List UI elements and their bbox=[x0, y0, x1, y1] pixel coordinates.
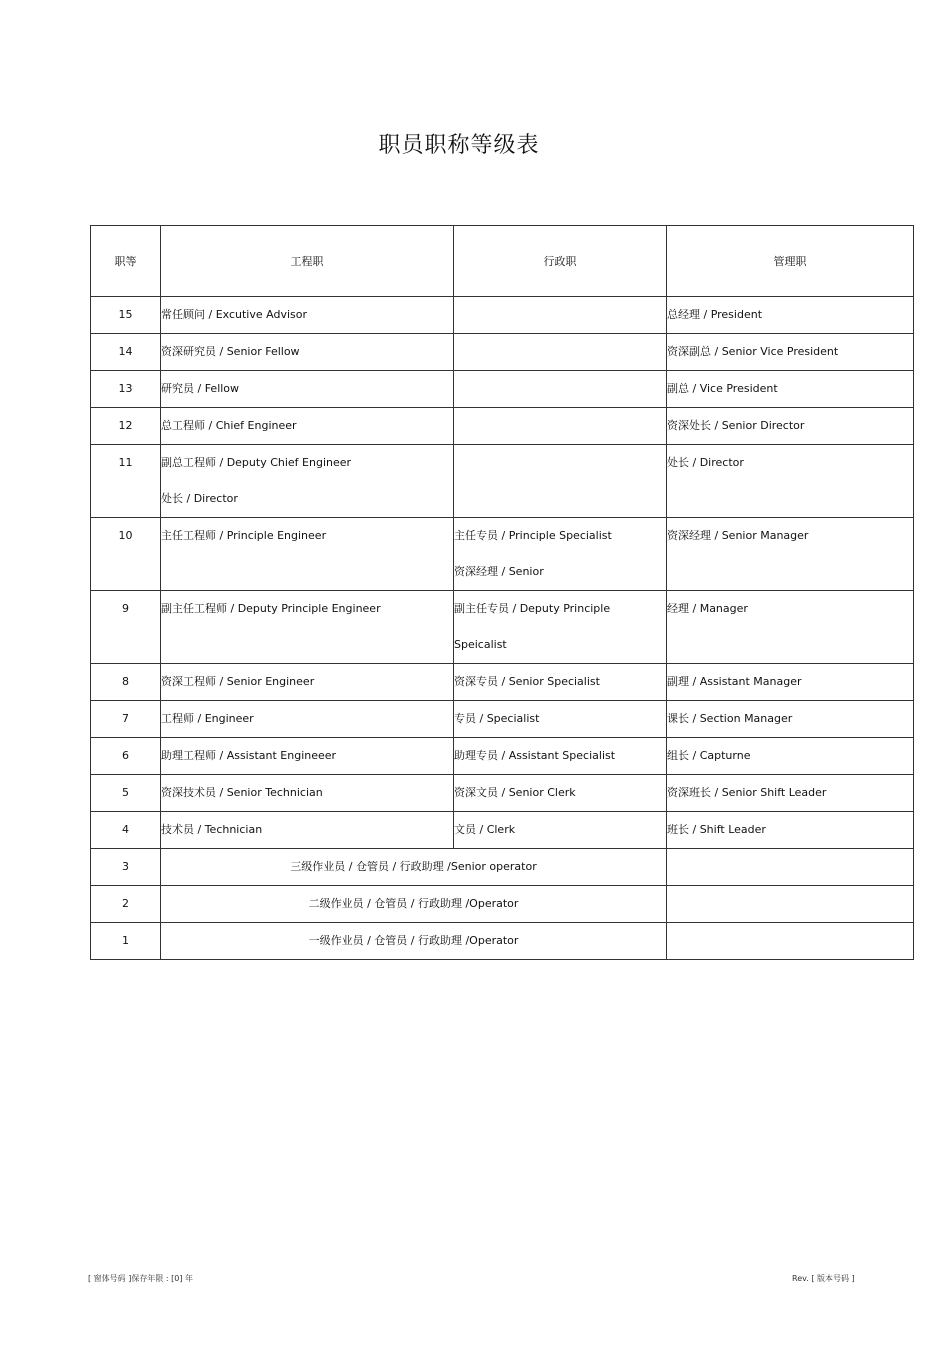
engineering-title-cell bbox=[161, 408, 454, 445]
administrative-title-cell bbox=[454, 297, 667, 334]
footer-revision: Rev. [ 版本号码 ] bbox=[792, 1274, 855, 1283]
table-row bbox=[91, 886, 914, 923]
management-title-cell bbox=[667, 408, 914, 445]
grade-number-text: 1 bbox=[122, 934, 129, 947]
footer-form-number: [ 窗体号码 ]保存年限 : [0] 年 bbox=[88, 1274, 193, 1283]
management-title-cell bbox=[667, 701, 914, 738]
management-title-line: 组长 / Capturne bbox=[667, 749, 751, 762]
administrative-title-cell bbox=[454, 518, 667, 591]
table-row bbox=[91, 923, 914, 960]
management-title-line: 课长 / Section Manager bbox=[667, 712, 793, 725]
operator-title-cell bbox=[161, 886, 667, 923]
grade-number-text: 4 bbox=[122, 823, 129, 836]
administrative-title-cell bbox=[454, 371, 667, 408]
header-administrative: 行政职 bbox=[454, 226, 667, 297]
grade-number bbox=[91, 518, 161, 591]
grade-table bbox=[90, 225, 914, 960]
grade-number bbox=[91, 664, 161, 701]
engineering-title-line: 研究员 / Fellow bbox=[161, 382, 240, 395]
engineering-title-cell bbox=[161, 334, 454, 371]
management-title-line: 资深副总 / Senior Vice President bbox=[667, 345, 839, 358]
administrative-title-cell bbox=[454, 408, 667, 445]
engineering-title-cell bbox=[161, 701, 454, 738]
administrative-title-cell bbox=[454, 334, 667, 371]
administrative-title-cell bbox=[454, 738, 667, 775]
grade-number-text: 9 bbox=[122, 602, 129, 615]
header-engineering: 工程职 bbox=[161, 226, 454, 297]
engineering-title-line: 助理工程师 / Assistant Engineeer bbox=[161, 749, 337, 762]
management-title-line: 经理 / Manager bbox=[667, 602, 748, 615]
table-row bbox=[91, 775, 914, 812]
administrative-title-cell bbox=[454, 664, 667, 701]
table-row bbox=[91, 664, 914, 701]
engineering-title-line: 资深工程师 / Senior Engineer bbox=[161, 675, 315, 688]
administrative-title-cell bbox=[454, 812, 667, 849]
grade-number-text: 13 bbox=[118, 382, 133, 395]
management-title-line: 总经理 / President bbox=[667, 308, 763, 321]
management-title-cell bbox=[667, 591, 914, 664]
administrative-title-line: 资深经理 / Senior bbox=[454, 565, 544, 578]
grade-number bbox=[91, 812, 161, 849]
header-management: 管理职 bbox=[667, 226, 914, 297]
grade-number bbox=[91, 297, 161, 334]
engineering-title-line: 副总工程师 / Deputy Chief Engineer bbox=[161, 456, 352, 469]
engineering-title-line: 资深研究员 / Senior Fellow bbox=[161, 345, 300, 358]
management-title-line: 资深经理 / Senior Manager bbox=[667, 529, 809, 542]
engineering-title-cell bbox=[161, 775, 454, 812]
administrative-title-cell bbox=[454, 701, 667, 738]
grade-number bbox=[91, 591, 161, 664]
administrative-title-line: 专员 / Specialist bbox=[454, 712, 540, 725]
table-row bbox=[91, 334, 914, 371]
table-row bbox=[91, 445, 914, 518]
page-title: 职员职称等级表 bbox=[378, 133, 540, 158]
table-row bbox=[91, 812, 914, 849]
management-title-line: 资深处长 / Senior Director bbox=[667, 419, 805, 432]
administrative-title-line: 资深专员 / Senior Specialist bbox=[454, 675, 600, 688]
grade-number bbox=[91, 334, 161, 371]
management-title-line: 资深班长 / Senior Shift Leader bbox=[667, 786, 827, 799]
administrative-title-cell bbox=[454, 445, 667, 518]
engineering-title-cell bbox=[161, 591, 454, 664]
grade-number-text: 14 bbox=[118, 345, 133, 358]
engineering-title-cell bbox=[161, 297, 454, 334]
engineering-title-line: 技术员 / Technician bbox=[161, 823, 263, 836]
grade-number-text: 11 bbox=[118, 456, 133, 469]
grade-number bbox=[91, 923, 161, 960]
grade-number bbox=[91, 445, 161, 518]
grade-number bbox=[91, 849, 161, 886]
administrative-title-cell bbox=[454, 775, 667, 812]
management-title-cell bbox=[667, 371, 914, 408]
engineering-title-cell bbox=[161, 518, 454, 591]
engineering-title-cell bbox=[161, 738, 454, 775]
management-title-cell bbox=[667, 334, 914, 371]
engineering-title-cell bbox=[161, 371, 454, 408]
engineering-title-line: 常任顾问 / Excutive Advisor bbox=[161, 308, 307, 321]
management-title-cell bbox=[667, 664, 914, 701]
management-title-line: 班长 / Shift Leader bbox=[667, 823, 766, 836]
grade-number-text: 2 bbox=[122, 897, 129, 910]
management-title-cell bbox=[667, 297, 914, 334]
table-row bbox=[91, 738, 914, 775]
engineering-title-line: 主任工程师 / Principle Engineer bbox=[161, 529, 327, 542]
table-row bbox=[91, 591, 914, 664]
administrative-title-line: 助理专员 / Assistant Specialist bbox=[454, 749, 616, 762]
table-row bbox=[91, 371, 914, 408]
management-title-cell bbox=[667, 849, 914, 886]
operator-title: 三级作业员 / 仓管员 / 行政助理 /Senior operator bbox=[290, 860, 537, 873]
engineering-title-line: 副主任工程师 / Deputy Principle Engineer bbox=[161, 602, 381, 615]
table-row bbox=[91, 408, 914, 445]
engineering-title-line: 工程师 / Engineer bbox=[161, 712, 254, 725]
table-row bbox=[91, 849, 914, 886]
engineering-title-line: 总工程师 / Chief Engineer bbox=[161, 419, 297, 432]
administrative-title-line: 副主任专员 / Deputy Principle bbox=[454, 602, 611, 615]
operator-title-cell bbox=[161, 923, 667, 960]
engineering-title-line: 处长 / Director bbox=[161, 492, 238, 505]
administrative-title-cell bbox=[454, 591, 667, 664]
management-title-line: 副总 / Vice President bbox=[667, 382, 778, 395]
administrative-title-line: 资深文员 / Senior Clerk bbox=[454, 786, 576, 799]
grade-number-text: 6 bbox=[122, 749, 129, 762]
management-title-cell bbox=[667, 923, 914, 960]
management-title-cell bbox=[667, 812, 914, 849]
administrative-title-line: 主任专员 / Principle Specialist bbox=[454, 529, 612, 542]
administrative-title-line: 文员 / Clerk bbox=[454, 823, 516, 836]
engineering-title-cell bbox=[161, 812, 454, 849]
header-row bbox=[91, 226, 914, 297]
table-row bbox=[91, 297, 914, 334]
header-grade: 职等 bbox=[91, 226, 161, 297]
management-title-cell bbox=[667, 518, 914, 591]
operator-title-cell bbox=[161, 849, 667, 886]
engineering-title-cell bbox=[161, 664, 454, 701]
engineering-title-cell bbox=[161, 445, 454, 518]
grade-number-text: 3 bbox=[122, 860, 129, 873]
management-title-cell bbox=[667, 886, 914, 923]
table-row bbox=[91, 701, 914, 738]
administrative-title-line: Speicalist bbox=[454, 638, 507, 651]
grade-number bbox=[91, 371, 161, 408]
management-title-cell bbox=[667, 738, 914, 775]
operator-title: 二级作业员 / 仓管员 / 行政助理 /Operator bbox=[308, 897, 519, 910]
grade-number-text: 5 bbox=[122, 786, 129, 799]
grade-number-text: 10 bbox=[118, 529, 133, 542]
management-title-line: 处长 / Director bbox=[667, 456, 744, 469]
grade-number bbox=[91, 408, 161, 445]
grade-number-text: 7 bbox=[122, 712, 129, 725]
management-title-line: 副理 / Assistant Manager bbox=[667, 675, 802, 688]
management-title-cell bbox=[667, 445, 914, 518]
grade-number bbox=[91, 738, 161, 775]
operator-title: 一级作业员 / 仓管员 / 行政助理 /Operator bbox=[308, 934, 519, 947]
engineering-title-line: 资深技术员 / Senior Technician bbox=[161, 786, 323, 799]
management-title-cell bbox=[667, 775, 914, 812]
grade-number bbox=[91, 701, 161, 738]
grade-number-text: 15 bbox=[118, 308, 133, 321]
table-row bbox=[91, 518, 914, 591]
grade-number bbox=[91, 886, 161, 923]
grade-number-text: 8 bbox=[122, 675, 129, 688]
grade-number-text: 12 bbox=[118, 419, 133, 432]
grade-number bbox=[91, 775, 161, 812]
